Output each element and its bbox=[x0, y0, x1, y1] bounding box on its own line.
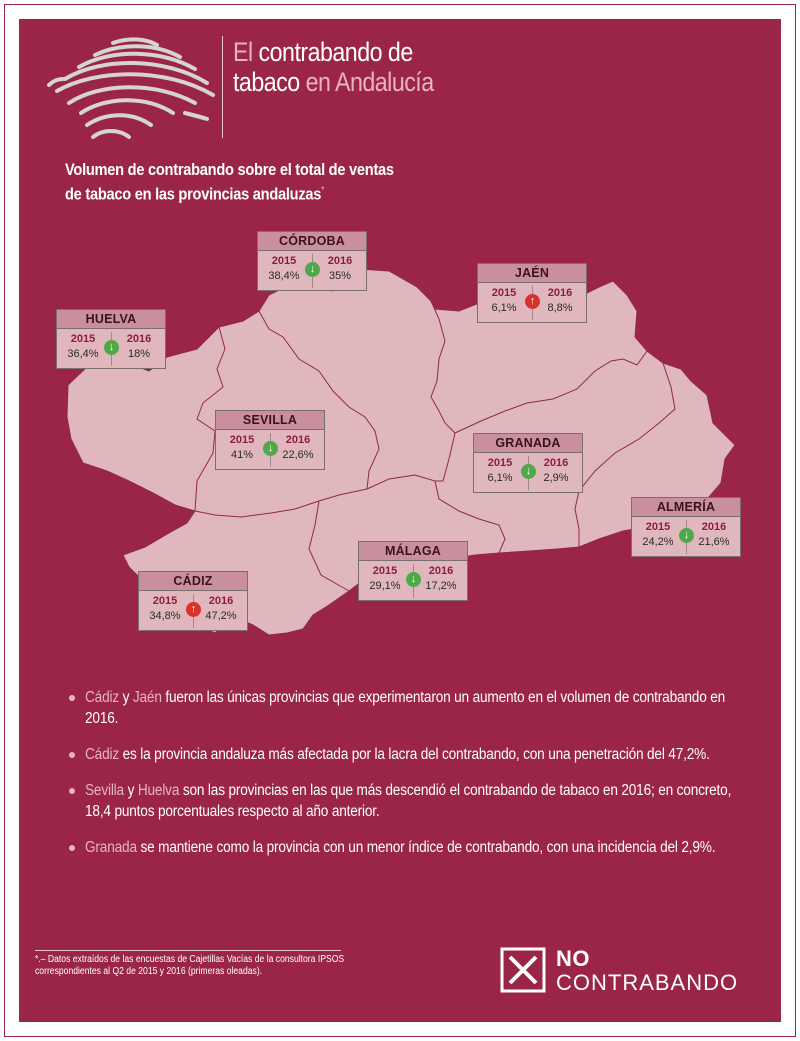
value-2015: 41% bbox=[230, 449, 254, 461]
footnote-divider bbox=[35, 950, 341, 951]
year-2016-label: 2016 bbox=[428, 565, 454, 577]
value-2015: 6,1% bbox=[487, 472, 513, 484]
province-name: JAÉN bbox=[478, 264, 586, 283]
province-box-granada bbox=[473, 433, 583, 493]
bullet-text: y bbox=[123, 782, 138, 799]
value-2016: 17,2% bbox=[425, 580, 457, 592]
value-2015: 6,1% bbox=[491, 302, 517, 314]
province-box-almeria bbox=[631, 497, 741, 557]
bullet-highlight-2: Huelva bbox=[137, 782, 180, 799]
bullet-highlight: Cádiz bbox=[85, 746, 120, 763]
no-contrabando-logo bbox=[500, 943, 770, 999]
title-text-2: tabaco bbox=[233, 67, 300, 97]
value-2016: 35% bbox=[328, 270, 352, 282]
province-name: HUELVA bbox=[57, 310, 165, 329]
year-2015-label: 2015 bbox=[491, 287, 517, 299]
key-findings-list bbox=[85, 687, 745, 873]
arrow-down-icon: ↓ bbox=[521, 464, 536, 479]
title-text-1: contrabando de bbox=[258, 37, 413, 67]
province-box-sevilla bbox=[215, 410, 325, 470]
list-item bbox=[85, 837, 745, 858]
arrow-up-icon: ↑ bbox=[525, 294, 540, 309]
value-2016: 21,6% bbox=[698, 536, 730, 548]
province-name: GRANADA bbox=[474, 434, 582, 453]
brand-line-2: CONTRABANDO bbox=[556, 970, 739, 995]
title-highlight-2: en Andalucía bbox=[305, 67, 434, 97]
province-box-malaga bbox=[358, 541, 468, 601]
arrow-down-icon: ↓ bbox=[263, 441, 278, 456]
arrow-down-icon: ↓ bbox=[104, 340, 119, 355]
subtitle-footnote-mark: * bbox=[321, 185, 325, 196]
subtitle-line-1: Volumen de contrabando sobre el total de ventas bbox=[65, 160, 394, 179]
year-2016-label: 2016 bbox=[285, 434, 311, 446]
value-2016: 47,2% bbox=[205, 610, 237, 622]
province-name: SEVILLA bbox=[216, 411, 324, 430]
crossed-box-icon bbox=[500, 947, 546, 993]
bullet-text-2: fueron las únicas provincias que experimentaron un aumento en el volumen de contrabando en 2016. bbox=[85, 689, 726, 727]
list-item bbox=[85, 780, 745, 822]
year-2015-label: 2015 bbox=[229, 434, 255, 446]
province-box-jaen bbox=[477, 263, 587, 323]
arrow-up-icon: ↑ bbox=[186, 602, 201, 617]
year-2016-label: 2016 bbox=[208, 595, 234, 607]
bullet-text-2: son las provincias en las que más descendió el contrabando de tabaco en 2016; en concreto, 18,4 puntos porcentuales respecto al año anterior. bbox=[85, 782, 732, 820]
arrow-down-icon: ↓ bbox=[679, 528, 694, 543]
brand-line-1: NO bbox=[556, 946, 590, 971]
list-item bbox=[85, 744, 745, 765]
year-2016-label: 2016 bbox=[327, 255, 353, 267]
province-box-huelva bbox=[56, 309, 166, 369]
bullet-highlight: Cádiz bbox=[85, 689, 120, 706]
subtitle-line-2: de tabaco en las provincias andaluzas bbox=[65, 184, 322, 204]
province-box-cadiz bbox=[138, 571, 248, 631]
bullet-highlight: Sevilla bbox=[85, 782, 124, 799]
list-item bbox=[85, 687, 745, 729]
year-2015-label: 2015 bbox=[70, 333, 96, 345]
bullet-highlight-2: Jaén bbox=[132, 689, 162, 706]
value-2015: 29,1% bbox=[369, 580, 401, 592]
value-2015: 24,2% bbox=[642, 536, 674, 548]
year-2016-label: 2016 bbox=[126, 333, 152, 345]
year-2015-label: 2015 bbox=[271, 255, 297, 267]
infographic-panel bbox=[19, 19, 781, 1022]
arrow-down-icon: ↓ bbox=[406, 572, 421, 587]
year-2015-label: 2015 bbox=[487, 457, 513, 469]
year-2016-label: 2016 bbox=[547, 287, 573, 299]
year-2016-label: 2016 bbox=[543, 457, 569, 469]
value-2016: 2,9% bbox=[543, 472, 569, 484]
footnote: *.– Datos extraídos de las encuestas de Cajetillas Vacías de la consultora IPSOS correspondientes al Q2 de 2015 y 2016 (primeras oleadas). bbox=[35, 954, 345, 977]
title-highlight-1: El bbox=[233, 37, 253, 67]
value-2016: 22,6% bbox=[282, 449, 314, 461]
province-name: CÓRDOBA bbox=[258, 232, 366, 251]
year-2015-label: 2015 bbox=[645, 521, 671, 533]
province-name: CÁDIZ bbox=[139, 572, 247, 591]
value-2016: 8,8% bbox=[547, 302, 573, 314]
year-2015-label: 2015 bbox=[152, 595, 178, 607]
value-2015: 38,4% bbox=[268, 270, 300, 282]
bullet-highlight: Granada bbox=[85, 839, 137, 856]
province-name: ALMERÍA bbox=[632, 498, 740, 517]
year-2016-label: 2016 bbox=[701, 521, 727, 533]
value-2015: 36,4% bbox=[67, 348, 99, 360]
province-box-cordoba bbox=[257, 231, 367, 291]
value-2015: 34,8% bbox=[149, 610, 181, 622]
value-2016: 18% bbox=[127, 348, 151, 360]
bullet-text: se mantiene como la provincia con un menor índice de contrabando, con una incidencia del 2,9%. bbox=[136, 839, 716, 856]
arrow-down-icon: ↓ bbox=[305, 262, 320, 277]
province-name: MÁLAGA bbox=[359, 542, 467, 561]
bullet-text: es la provincia andaluza más afectada por la lacra del contrabando, con una penetración del 47,2%. bbox=[119, 746, 710, 763]
year-2015-label: 2015 bbox=[372, 565, 398, 577]
bullet-text: y bbox=[119, 689, 133, 706]
